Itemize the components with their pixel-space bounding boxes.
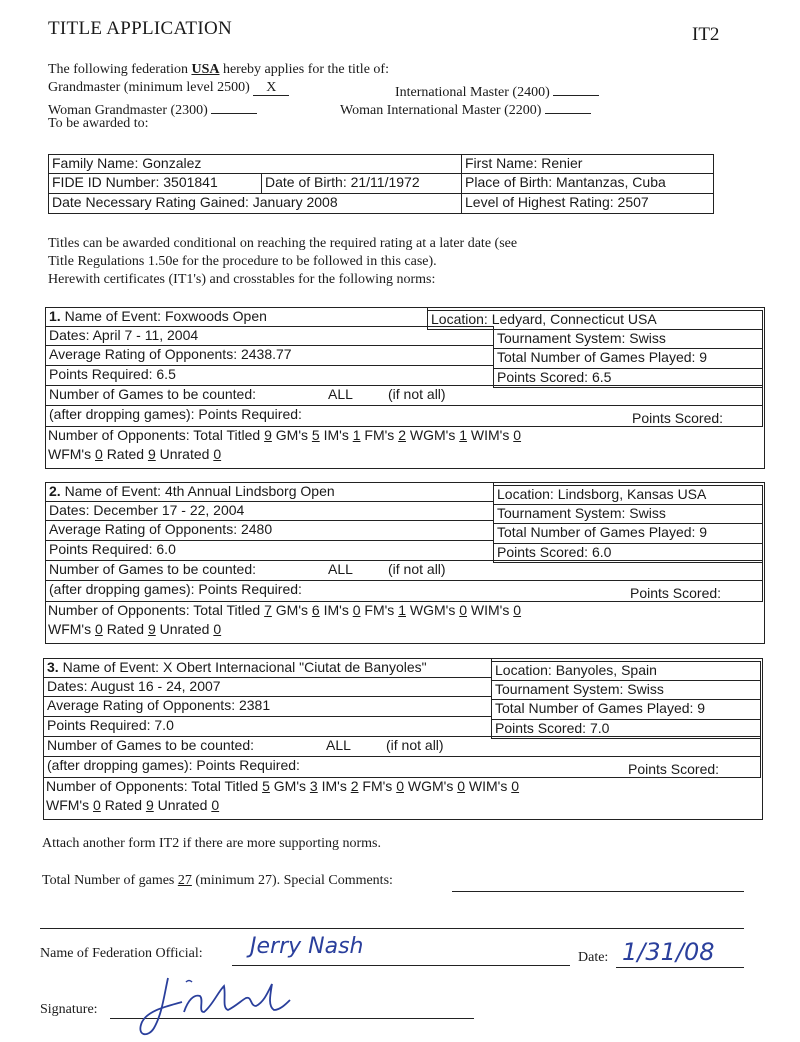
notes-line-1: Titles can be awarded conditional on reaching the required rating at a later date (see	[48, 236, 518, 251]
event-2-games: Total Number of Games Played: 9	[493, 523, 763, 544]
event-1-counted-value: ALL	[328, 386, 353, 402]
points-scored-label: Points Scored:	[630, 585, 722, 601]
im-label: IM's	[323, 602, 349, 618]
awarded-to-label: To be awarded to:	[48, 116, 149, 131]
wgm-label: WGM's	[407, 778, 454, 794]
event-3-rated: 9	[145, 797, 154, 813]
event-2-location: Location: Lindsborg, Kansas USA	[493, 485, 763, 505]
after-dropping-label: (after dropping games): Points Required:	[47, 757, 300, 773]
event-2-name	[45, 482, 494, 502]
event-2-after-dropping	[45, 580, 763, 602]
total-games-line	[42, 873, 393, 889]
event-3-unrated: 0	[211, 797, 220, 813]
event-2-counted-value: ALL	[328, 561, 353, 577]
wim-label: WIM's	[470, 602, 510, 618]
gm-label: GM's	[275, 427, 309, 443]
event-2-number: 2.	[49, 483, 61, 499]
event-1-im: 1	[352, 427, 361, 443]
event-2-gm: 6	[311, 602, 320, 618]
intro-text: The following federation	[48, 62, 192, 77]
event-3-required: Points Required: 7.0	[43, 716, 492, 737]
event-1-required: Points Required: 6.5	[45, 365, 494, 386]
wgm-label: WGM's	[409, 427, 456, 443]
notes-line-2: Title Regulations 1.50e for the procedure to be followed in this case).	[48, 254, 437, 269]
event-1-system: Tournament System: Swiss	[493, 329, 763, 349]
im-label: IM's	[321, 778, 347, 794]
highest-rating-cell: Level of Highest Rating: 2507	[461, 193, 714, 214]
fide-id-cell: FIDE ID Number: 3501841	[48, 173, 262, 194]
event-2-games-counted	[45, 560, 763, 581]
event-2-scored: Points Scored: 6.0	[493, 543, 763, 563]
event-2-opponents-2	[48, 621, 221, 637]
games-counted-label: Number of Games to be counted:	[49, 386, 256, 402]
event-1-wim: 0	[513, 427, 522, 443]
event-3-games: Total Number of Games Played: 9	[491, 699, 761, 720]
event-3-opponents	[46, 778, 519, 794]
event-3-wim: 0	[511, 778, 520, 794]
event-1-games-counted	[45, 385, 763, 406]
im-label: International Master (2400)	[395, 85, 550, 100]
event-3-avg: Average Rating of Opponents: 2381	[43, 696, 492, 717]
event-3-wgm: 0	[457, 778, 466, 794]
wim-mark[interactable]	[545, 98, 591, 114]
date-handwriting: 1/31/08	[622, 938, 715, 966]
im-label: IM's	[323, 427, 349, 443]
special-comments-field[interactable]	[452, 891, 744, 892]
event-3-scored: Points Scored: 7.0	[491, 719, 761, 739]
gm-label: GM's	[275, 602, 309, 618]
event-3-im: 2	[350, 778, 359, 794]
points-scored-label: Points Scored:	[628, 761, 720, 777]
fm-label: FM's	[364, 427, 395, 443]
rated-label: Rated	[104, 797, 143, 813]
event-2-wfm: 0	[95, 621, 103, 637]
fm-label: FM's	[364, 602, 395, 618]
rating-date-cell: Date Necessary Rating Gained: January 2008	[48, 193, 462, 214]
opp-prefix: Number of Opponents: Total Titled	[48, 602, 261, 618]
event-2-fm: 1	[398, 602, 406, 618]
event-2-name-text: Name of Event: 4th Annual Lindsborg Open	[60, 483, 335, 499]
event-1-fm: 2	[398, 427, 406, 443]
event-2-dates: Dates: December 17 - 22, 2004	[45, 501, 494, 521]
wfm-label: WFM's	[46, 797, 90, 813]
gm-mark[interactable]: X	[253, 80, 289, 96]
attach-note: Attach another form IT2 if there are more supporting norms.	[42, 836, 382, 851]
event-1-games: Total Number of Games Played: 9	[493, 348, 763, 369]
fm-label: FM's	[362, 778, 393, 794]
event-3-dates: Dates: August 16 - 24, 2007	[43, 677, 492, 697]
games-counted-label: Number of Games to be counted:	[49, 561, 256, 577]
after-dropping-label: (after dropping games): Points Required:	[49, 406, 302, 422]
event-2-avg: Average Rating of Opponents: 2480	[45, 520, 494, 541]
event-2-system: Tournament System: Swiss	[493, 504, 763, 524]
event-3-number: 3.	[47, 659, 59, 675]
event-3-titled: 5	[262, 778, 270, 794]
total-games-value: 27	[177, 873, 192, 888]
gm-label: GM's	[273, 778, 307, 794]
pob-cell: Place of Birth: Mantanzas, Cuba	[461, 173, 714, 194]
event-1-opponents	[48, 427, 521, 443]
intro-line-1	[48, 62, 389, 78]
event-1-name-text: Name of Event: Foxwoods Open	[60, 308, 267, 324]
event-3-opponents-2	[46, 797, 219, 813]
if-not-all-label: (if not all)	[388, 386, 446, 402]
event-1-number: 1.	[49, 308, 61, 324]
opp-prefix: Number of Opponents: Total Titled	[48, 427, 261, 443]
event-2-required: Points Required: 6.0	[45, 540, 494, 561]
wgm-label: Woman Grandmaster (2300)	[48, 103, 208, 118]
event-1-wgm: 1	[459, 427, 468, 443]
intro-text: hereby applies for the title of:	[219, 62, 389, 77]
wfm-label: WFM's	[48, 621, 92, 637]
date-label: Date:	[578, 950, 609, 965]
wim-option	[340, 98, 591, 119]
wgm-mark[interactable]	[211, 98, 257, 114]
official-label: Name of Federation Official:	[40, 946, 203, 961]
dob-cell: Date of Birth: 21/11/1972	[261, 173, 462, 194]
event-2-opponents	[48, 602, 521, 618]
event-3-location: Location: Banyoles, Spain	[491, 661, 761, 681]
special-comments-field-2[interactable]	[40, 928, 744, 929]
event-3-name-text: Name of Event: X Obert Internacional "Ciutat de Banyoles"	[58, 659, 427, 675]
event-3-gm: 3	[309, 778, 318, 794]
event-1-titled: 9	[264, 427, 272, 443]
opp-prefix: Number of Opponents: Total Titled	[46, 778, 259, 794]
rated-label: Rated	[106, 621, 145, 637]
points-scored-label: Points Scored:	[632, 410, 724, 426]
unrated-label: Unrated	[159, 446, 210, 462]
event-1-dates: Dates: April 7 - 11, 2004	[45, 326, 494, 346]
event-1-after-dropping	[45, 405, 763, 427]
event-2-titled: 7	[264, 602, 272, 618]
event-1-location: Location: Ledyard, Connecticut USA	[427, 310, 763, 330]
event-3-wfm: 0	[93, 797, 101, 813]
rated-label: Rated	[106, 446, 145, 462]
event-3-fm: 0	[396, 778, 404, 794]
wim-label: Woman International Master (2200)	[340, 103, 542, 118]
event-3-counted-value: ALL	[326, 737, 351, 753]
first-name-cell: First Name: Renier	[461, 154, 714, 174]
event-1-unrated: 0	[213, 446, 222, 462]
event-1-scored: Points Scored: 6.5	[493, 368, 763, 388]
special-comments-label: (minimum 27). Special Comments:	[191, 873, 393, 888]
signature-image	[128, 966, 298, 1042]
notes-line-3: Herewith certificates (IT1's) and crosstables for the following norms:	[48, 272, 436, 287]
games-counted-label: Number of Games to be counted:	[47, 737, 254, 753]
event-2-im: 0	[352, 602, 361, 618]
event-2-wim: 0	[513, 602, 522, 618]
gm-label: Grandmaster (minimum level 2500)	[48, 80, 250, 95]
event-3-name	[43, 658, 492, 678]
wim-label: WIM's	[468, 778, 508, 794]
event-1-gm: 5	[311, 427, 320, 443]
document-title: TITLE APPLICATION	[48, 18, 233, 39]
event-1-avg: Average Rating of Opponents: 2438.77	[45, 345, 494, 366]
event-2-rated: 9	[147, 621, 156, 637]
family-name-cell: Family Name: Gonzalez	[48, 154, 462, 174]
federation-value: USA	[191, 62, 220, 77]
event-2-unrated: 0	[213, 621, 222, 637]
im-mark[interactable]	[553, 80, 599, 96]
official-name-handwriting: Jerry Nash	[250, 934, 364, 959]
event-3-system: Tournament System: Swiss	[491, 680, 761, 700]
if-not-all-label: (if not all)	[388, 561, 446, 577]
after-dropping-label: (after dropping games): Points Required:	[49, 581, 302, 597]
event-2-wgm: 0	[459, 602, 468, 618]
event-3-after-dropping	[43, 756, 761, 778]
event-3-games-counted	[43, 736, 761, 757]
event-1-opponents-2	[48, 446, 221, 462]
unrated-label: Unrated	[157, 797, 208, 813]
signature-label: Signature:	[40, 1002, 98, 1017]
wfm-label: WFM's	[48, 446, 92, 462]
total-games-label: Total Number of games	[42, 873, 178, 888]
event-1-wfm: 0	[95, 446, 103, 462]
event-1-name	[45, 307, 428, 327]
date-field[interactable]	[616, 967, 744, 968]
event-1-rated: 9	[147, 446, 156, 462]
wim-label: WIM's	[470, 427, 510, 443]
unrated-label: Unrated	[159, 621, 210, 637]
if-not-all-label: (if not all)	[386, 737, 444, 753]
wgm-label: WGM's	[409, 602, 456, 618]
gm-option	[48, 80, 289, 96]
form-code: IT2	[692, 24, 720, 45]
